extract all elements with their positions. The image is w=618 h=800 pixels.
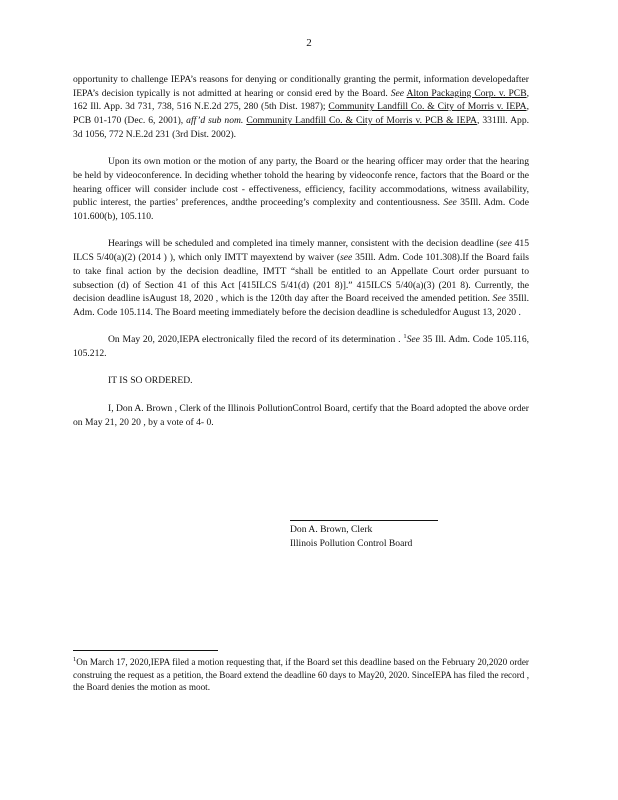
signatory-name: Don A. Brown, Clerk bbox=[290, 524, 373, 535]
footnote-divider bbox=[73, 650, 218, 651]
see-signal: See bbox=[492, 293, 506, 305]
see-signal: See bbox=[406, 334, 420, 346]
footnote-text: On March 17, 2020,IEPA filed a motion requesting that, if the Board set this deadline based on the February 20,2020 order construing the request as a petition, the Board extend the deadline 60 days to May20, 2020. SinceIEPA has filed the record , the Board denies the motion as moot. bbox=[73, 657, 529, 692]
order-body bbox=[73, 73, 529, 443]
signature-block bbox=[290, 520, 440, 550]
paragraph-videoconference: Upon its own motion or the motion of any party, the Board or the hearing officer may order that the hearing be held by videoconference. In deciding whether tohold the hearing by videoconfe rence, factors that the Board or the hearing officer will consider include cost - effectiveness, efficiency, facility accommodations, witness availability, public interest, the parties’ preferences, andthe proceeding’s complexity and contentiousness. See 35Ill. Adm. Code 101.600(b), 105.110. bbox=[73, 156, 529, 223]
see-signal: See bbox=[390, 87, 405, 99]
so-ordered: IT IS SO ORDERED. bbox=[108, 375, 193, 387]
see-signal: see bbox=[340, 252, 353, 264]
case-citation-community-landfill-appeal: Community Landfill Co. & City of Morris v. PCB & IEPA bbox=[246, 115, 477, 127]
paragraph-hearing-schedule: Hearings will be scheduled and completed ina timely manner, consistent with the decision deadline (see 415 ILCS 5/40(a)(2) (2014 ) ), which only IMTT mayextend by waiver (see 35Ill. Adm. Code 101.308).If the Board fails to take final action by the decision deadline, IMTT “shall be entitled to an Appellate Court order pursuant to subsection (d) of Section 41 of this Act [415ILCS 5/41(d) (201 8)].” 415ILCS 5/40(a)(3) (201 8). Currently, the decision deadline isAugust 18, 2020 , which is the 120th day after the Board received the amended petition. See 35Ill. Adm. Code 105.114. The Board meeting immediately before the decision deadline is scheduledfor August 13, 2020 . bbox=[73, 238, 530, 318]
footnote bbox=[73, 656, 529, 694]
footnote-mark: 1 bbox=[73, 655, 77, 663]
footnote-reference: 1 bbox=[403, 333, 407, 341]
signature-line bbox=[290, 520, 438, 521]
signatory-office: Illinois Pollution Control Board bbox=[290, 537, 413, 549]
page-number: 2 bbox=[306, 37, 312, 49]
case-citation-community-landfill: Community Landfill Co. & City of Morris v. IEPA bbox=[328, 101, 527, 113]
paragraph-record-filed: On May 20, 2020,IEPA electronically filed the record of its determination . $^1$See 35 Ill. Adm. Code 105.116, 105.212. bbox=[73, 333, 530, 360]
case-citation-alton: Alton Packaging Corp. v. PCB bbox=[406, 87, 527, 99]
see-signal: see bbox=[499, 238, 512, 250]
affd-signal: aff’d sub nom. bbox=[186, 115, 244, 127]
see-signal: See bbox=[443, 197, 457, 209]
clerk-certification: I, Don A. Brown , Clerk of the Illinois PollutionControl Board, certify that the Board adopted the above order on May 21, 20 20 , by a vote of 4- 0. bbox=[73, 402, 529, 428]
paragraph-record-review: opportunity to challenge IEPA’s reasons for denying or conditionally granting the permit, information developedafter IEPA’s decision typically is not admitted at hearing or consid ered by the Board. See Alton Packaging Corp. v. PCB, 162 Ill. App. 3d 731, 738, 516 N.E.2d 275, 280 (5th Dist. 1987); Community Landfill Co. & City of Morris v. IEPA, PCB 01-170 (Dec. 6, 2001), aff’d sub nom. Community Landfill Co. & City of Morris v. PCB & IEPA, 331Ill. App. 3d 1056, 772 N.E.2d 231 (3rd Dist. 2002). bbox=[73, 74, 530, 140]
